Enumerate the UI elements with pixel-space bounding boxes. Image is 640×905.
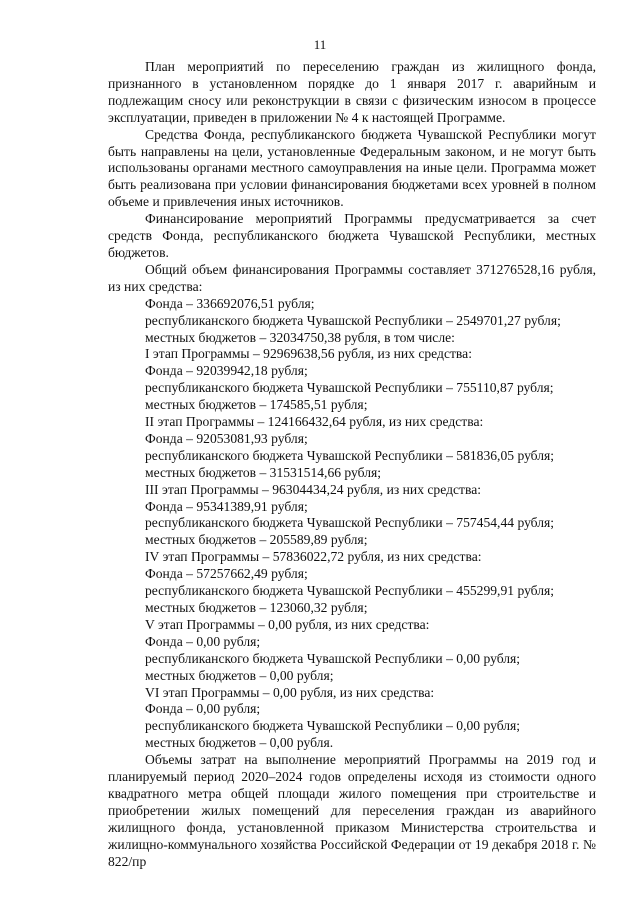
- paragraph-fund-usage: Средства Фонда, республиканского бюджета Чувашской Республики могут быть направлены на цели, установленные Федеральным законом, и не могут быть использованы органами местного самоуправления на иные цели. Программа может быть реализована при условии финансирования бюджетами всех уровней в полном объеме и привлечения иных источников.: [108, 126, 596, 210]
- funding-line: местных бюджетов – 123060,32 рубля;: [145, 600, 368, 615]
- funding-line: Фонда – 92053081,93 рубля;: [145, 430, 308, 446]
- paragraph-cost-basis: Объемы затрат на выполнение мероприятий Программы на 2019 год и планируемый период 2020–2024 годов определены исходя из стоимости одного квадратного метра общей площади жилого помещения при строительстве и приобретении жилых помещений для переселения граждан из аварийного жилищного фонда, установленной приказом Министерства строительства и жилищно-коммунального хозяйства Российской Федерации от 19 декабря 2018 г. № 822/пр: [108, 752, 596, 869]
- funding-line: местных бюджетов – 205589,89 рубля;: [145, 532, 368, 548]
- funding-line: республиканского бюджета Чувашской Республики – 755110,87 рубля;: [145, 380, 554, 396]
- funding-line: местных бюджетов – 31531514,66 рубля;: [145, 464, 382, 480]
- document-body: [108, 59, 596, 871]
- stage-2-heading: II этап Программы – 124166432,64 рубля, из них средства:: [145, 414, 484, 430]
- funding-line: республиканского бюджета Чувашской Республики – 455299,91 рубля;: [145, 583, 555, 599]
- funding-line: местных бюджетов – 0,00 рубля;: [145, 667, 334, 683]
- funding-line: местных бюджетов – 0,00 рубля.: [145, 735, 334, 751]
- funding-line: Фонда – 0,00 рубля;: [145, 633, 261, 649]
- page-number: 11: [313, 37, 327, 52]
- funding-line: республиканского бюджета Чувашской Республики – 757454,44 рубля;: [145, 515, 555, 531]
- funding-line: республиканского бюджета Чувашской Республики – 2549701,27 рубля;: [145, 312, 561, 328]
- funding-line: местных бюджетов – 32034750,38 рубля, в том числе:: [145, 329, 455, 345]
- stage-1-heading: I этап Программы – 92969638,56 рубля, из них средства:: [145, 346, 472, 362]
- paragraph-financing-sources: Финансирование мероприятий Программы предусматривается за счет средств Фонда, республиканского бюджета Чувашской Республики, местных бюджетов.: [108, 211, 596, 260]
- funding-line: республиканского бюджета Чувашской Республики – 581836,05 рубля;: [145, 447, 555, 463]
- funding-line: республиканского бюджета Чувашской Республики – 0,00 рубля;: [145, 650, 521, 666]
- funding-line: Фонда – 0,00 рубля;: [145, 701, 261, 717]
- funding-line: республиканского бюджета Чувашской Республики – 0,00 рубля;: [145, 718, 521, 734]
- stage-3-heading: III этап Программы – 96304434,24 рубля, из них средства:: [145, 481, 482, 497]
- funding-line: Фонда – 336692076,51 рубля;: [145, 295, 315, 311]
- funding-line: Фонда – 95341389,91 рубля;: [145, 498, 308, 514]
- funding-line: местных бюджетов – 174585,51 рубля;: [145, 397, 368, 413]
- funding-line: Фонда – 92039942,18 рубля;: [145, 363, 308, 379]
- funding-line: Фонда – 57257662,49 рубля;: [145, 566, 308, 582]
- stage-6-heading: VI этап Программы – 0,00 рубля, из них средства:: [145, 684, 435, 700]
- paragraph-total-volume: Общий объем финансирования Программы составляет 371276528,16 рубля, из них средства:: [108, 261, 596, 294]
- paragraph-resettlement-plan: План мероприятий по переселению граждан из жилищного фонда, признанного в установленном порядке до 1 января 2017 г. аварийным и подлежащим сносу или реконструкции в связи с физическим износом в процессе эксплуатации, приведен в приложении № 4 к настоящей Программе.: [108, 59, 596, 125]
- funding-breakdown-list: [108, 296, 596, 752]
- stage-5-heading: V этап Программы – 0,00 рубля, из них средства:: [145, 616, 430, 632]
- stage-4-heading: IV этап Программы – 57836022,72 рубля, из них средства:: [145, 549, 482, 565]
